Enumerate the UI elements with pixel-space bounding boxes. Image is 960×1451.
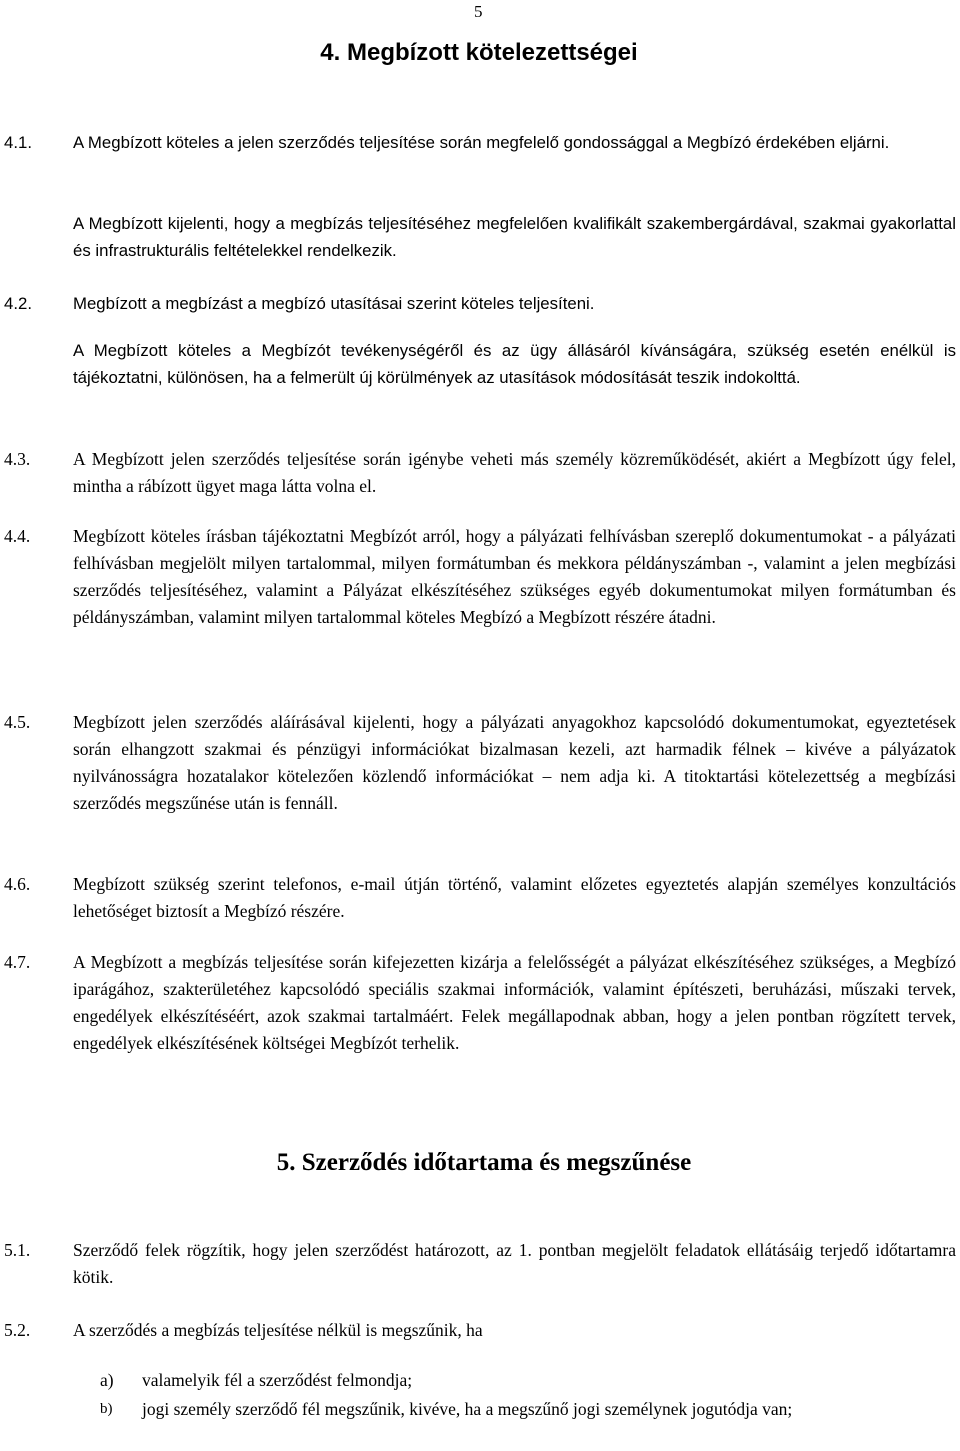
clause-text: A Megbízott köteles a Megbízót tevékenységéről és az ügy állásáról kívánságára, szükség esetén enélkül is tájékoztatni, különösen, ha a felmerült új körülmények az utasítások módosítását teszik indokolttá. <box>73 341 956 387</box>
clause-number: 4.5. <box>4 712 31 732</box>
clause-number: 5.2. <box>4 1320 31 1340</box>
subclause-text: valamelyik fél a szerződést felmondja; <box>142 1370 413 1390</box>
clause-text: A Megbízott a megbízás teljesítése során kifejezetten kizárja a felelősségét a pályázat elkészítéséhez szükséges, a Megbízó iparágához, szakterületéhez kapcsolódó speciális szakmai információk, valamint építészeti, beruházási, műszaki tervek, engedélyek elkészítéséért, azok szakmai tartalmáért. Felek megállapodnak abban, hogy a jelen pontban rögzített tervek, engedélyek elkészítésének költségei Megbízót terhelik. <box>73 952 956 1053</box>
clause-number: 4.7. <box>4 952 31 972</box>
clause-text: A Megbízott jelen szerződés teljesítése során igénybe veheti más személy közreműködését, akiért a Megbízott úgy felel, mintha a rábízott ügyet maga látta volna el. <box>73 449 956 496</box>
clause-number: 4.1. <box>4 133 32 152</box>
section-4-heading: 4. Megbízott kötelezettségei <box>320 39 638 66</box>
subclause-text: jogi személy szerződő fél megszűnik, kivéve, ha a megszűnő jogi személynek jogutódja van; <box>142 1399 793 1419</box>
clause-text: A Megbízott kijelenti, hogy a megbízás teljesítéséhez megfelelően kvalifikált szakembergárdával, szakmai gyakorlattal és infrastrukturális feltételekkel rendelkezik. <box>73 214 956 260</box>
clause-text: Megbízott jelen szerződés aláírásával kijelenti, hogy a pályázati anyagokhoz kapcsolódó dokumentumokat, egyeztetések során elhangzott szakmai és pénzügyi információkat bizalmasan kezeli, azt harmadik félnek – kivéve a pályázatok nyilvánosságra hozatalakor kötelezően közlendő információkat – nem adja ki. A titoktartási kötelezettség a megbízási szerződés megszűnése után is fennáll. <box>73 712 956 813</box>
clause-text: A szerződés a megbízás teljesítése nélkül is megszűnik, ha <box>73 1320 483 1340</box>
clause-number: 4.6. <box>4 874 31 894</box>
clause-text: A Megbízott köteles a jelen szerződés teljesítése során megfelelő gondossággal a Megbízó érdekében eljárni. <box>73 133 890 152</box>
clause-number: 5.1. <box>4 1240 31 1260</box>
clause-text: Megbízott köteles írásban tájékoztatni Megbízót arról, hogy a pályázati felhívásban szereplő dokumentumokat - a pályázati felhívásban megjelölt milyen tartalommal, milyen formátumban és mekkora példányszámban -, valamint a jelen megbízási szerződés teljesítéséhez, valamint a Pályázat elkészítéséhez szükséges egyéb dokumentumokat milyen formátumban és példányszámban, valamint milyen tartalommal köteles Megbízó a Megbízott részére átadni. <box>73 526 956 627</box>
clause-text: Megbízott a megbízást a megbízó utasításai szerint köteles teljesíteni. <box>73 294 595 313</box>
clause-text: Megbízott szükség szerint telefonos, e-mail útján történő, valamint előzetes egyeztetés alapján személyes konzultációs lehetőséget biztosít a Megbízó részére. <box>73 874 956 921</box>
subclause-mark: a) <box>100 1370 114 1390</box>
page-number: 5 <box>474 2 483 21</box>
clause-number: 4.3. <box>4 449 31 469</box>
section-5-heading: 5. Szerződés időtartama és megszűnése <box>276 1149 692 1176</box>
clause-text: Szerződő felek rögzítik, hogy jelen szerződést határozott, az 1. pontban megjelölt feladatok ellátásáig terjedő időtartamra kötik. <box>73 1240 956 1287</box>
clause-number: 4.4. <box>4 526 31 546</box>
subclause-mark: b) <box>100 1401 113 1417</box>
clause-number: 4.2. <box>4 294 32 313</box>
